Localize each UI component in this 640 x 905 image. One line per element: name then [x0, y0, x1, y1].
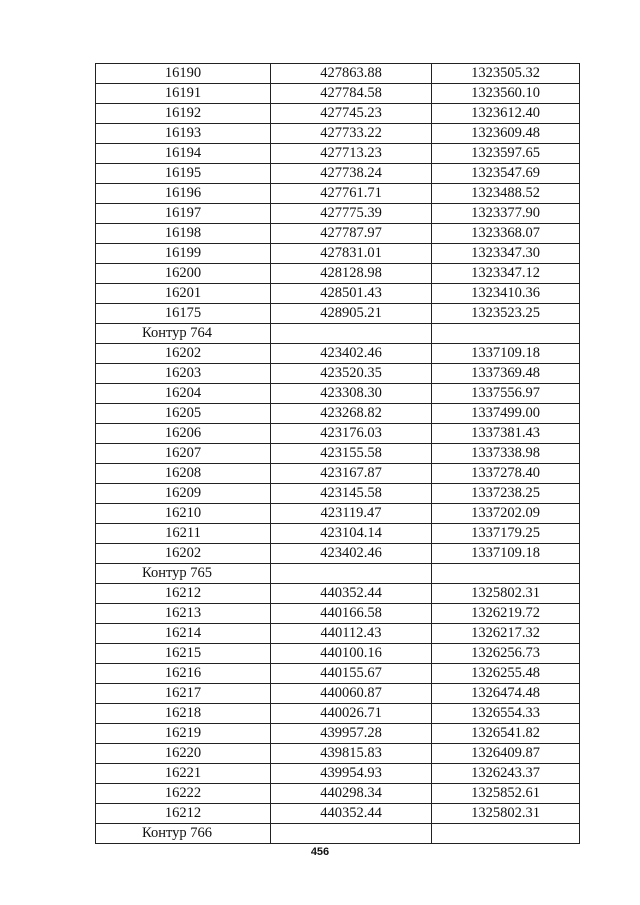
point-id-cell: 16219 — [96, 724, 271, 744]
table-row — [96, 304, 580, 324]
point-id-cell: 16213 — [96, 604, 271, 624]
y-coordinate-cell: 1323377.90 — [432, 204, 580, 224]
y-coordinate-cell: 1326255.48 — [432, 664, 580, 684]
table-row — [96, 724, 580, 744]
point-id-cell: 16193 — [96, 124, 271, 144]
y-coordinate-cell: 1323547.69 — [432, 164, 580, 184]
y-coordinate-cell: 1337369.48 — [432, 364, 580, 384]
x-coordinate-cell: 423104.14 — [271, 524, 432, 544]
x-coordinate-cell: 439815.83 — [271, 744, 432, 764]
x-coordinate-cell: 439954.93 — [271, 764, 432, 784]
point-id-cell: 16216 — [96, 664, 271, 684]
point-id-cell: 16208 — [96, 464, 271, 484]
x-coordinate-cell: 439957.28 — [271, 724, 432, 744]
table-row — [96, 604, 580, 624]
table-row — [96, 164, 580, 184]
point-id-cell: 16203 — [96, 364, 271, 384]
x-coordinate-cell: 427745.23 — [271, 104, 432, 124]
y-coordinate-cell: 1337381.43 — [432, 424, 580, 444]
x-coordinate-cell: 427787.97 — [271, 224, 432, 244]
y-coordinate-cell: 1323505.32 — [432, 64, 580, 84]
point-id-cell: 16214 — [96, 624, 271, 644]
point-id-cell: 16218 — [96, 704, 271, 724]
contour-header-row — [96, 564, 580, 584]
y-coordinate-cell: 1323347.30 — [432, 244, 580, 264]
x-coordinate-cell: 423155.58 — [271, 444, 432, 464]
y-coordinate-cell: 1323609.48 — [432, 124, 580, 144]
y-coordinate-cell: 1337109.18 — [432, 544, 580, 564]
table-row — [96, 664, 580, 684]
y-coordinate-cell: 1337238.25 — [432, 484, 580, 504]
table-row — [96, 264, 580, 284]
point-id-cell: 16206 — [96, 424, 271, 444]
point-id-cell: 16212 — [96, 804, 271, 824]
empty-cell — [271, 564, 432, 584]
x-coordinate-cell: 423308.30 — [271, 384, 432, 404]
empty-cell — [432, 324, 580, 344]
y-coordinate-cell: 1326219.72 — [432, 604, 580, 624]
table-row — [96, 144, 580, 164]
table-row — [96, 624, 580, 644]
point-id-cell: 16175 — [96, 304, 271, 324]
point-id-cell: 16192 — [96, 104, 271, 124]
page-number: 456 — [310, 846, 330, 858]
coordinates-table — [95, 63, 580, 844]
point-id-cell: 16211 — [96, 524, 271, 544]
y-coordinate-cell: 1325802.31 — [432, 804, 580, 824]
y-coordinate-cell: 1326554.33 — [432, 704, 580, 724]
point-id-cell: 16207 — [96, 444, 271, 464]
coordinates-table-container — [95, 63, 578, 844]
table-row — [96, 484, 580, 504]
coordinates-table-body — [96, 64, 580, 844]
x-coordinate-cell: 423402.46 — [271, 544, 432, 564]
y-coordinate-cell: 1323523.25 — [432, 304, 580, 324]
y-coordinate-cell: 1337278.40 — [432, 464, 580, 484]
table-row — [96, 744, 580, 764]
point-id-cell: 16202 — [96, 544, 271, 564]
table-row — [96, 684, 580, 704]
y-coordinate-cell: 1337338.98 — [432, 444, 580, 464]
y-coordinate-cell: 1326474.48 — [432, 684, 580, 704]
point-id-cell: 16198 — [96, 224, 271, 244]
point-id-cell: 16215 — [96, 644, 271, 664]
y-coordinate-cell: 1326256.73 — [432, 644, 580, 664]
y-coordinate-cell: 1326541.82 — [432, 724, 580, 744]
point-id-cell: 16194 — [96, 144, 271, 164]
x-coordinate-cell: 440298.34 — [271, 784, 432, 804]
point-id-cell: 16221 — [96, 764, 271, 784]
point-id-cell: 16190 — [96, 64, 271, 84]
x-coordinate-cell: 427863.88 — [271, 64, 432, 84]
table-row — [96, 524, 580, 544]
y-coordinate-cell: 1323410.36 — [432, 284, 580, 304]
x-coordinate-cell: 428128.98 — [271, 264, 432, 284]
x-coordinate-cell: 440352.44 — [271, 584, 432, 604]
table-row — [96, 284, 580, 304]
x-coordinate-cell: 423119.47 — [271, 504, 432, 524]
x-coordinate-cell: 427831.01 — [271, 244, 432, 264]
x-coordinate-cell: 440100.16 — [271, 644, 432, 664]
point-id-cell: 16191 — [96, 84, 271, 104]
y-coordinate-cell: 1323597.65 — [432, 144, 580, 164]
point-id-cell: 16204 — [96, 384, 271, 404]
empty-cell — [271, 824, 432, 844]
y-coordinate-cell: 1326243.37 — [432, 764, 580, 784]
x-coordinate-cell: 423520.35 — [271, 364, 432, 384]
table-row — [96, 104, 580, 124]
contour-label: Контур 765 — [96, 564, 271, 584]
x-coordinate-cell: 423176.03 — [271, 424, 432, 444]
y-coordinate-cell: 1337556.97 — [432, 384, 580, 404]
x-coordinate-cell: 428905.21 — [271, 304, 432, 324]
table-row — [96, 224, 580, 244]
y-coordinate-cell: 1323560.10 — [432, 84, 580, 104]
y-coordinate-cell: 1337109.18 — [432, 344, 580, 364]
y-coordinate-cell: 1325852.61 — [432, 784, 580, 804]
contour-label: Контур 766 — [96, 824, 271, 844]
empty-cell — [432, 564, 580, 584]
y-coordinate-cell: 1337179.25 — [432, 524, 580, 544]
y-coordinate-cell: 1323368.07 — [432, 224, 580, 244]
table-row — [96, 644, 580, 664]
table-row — [96, 424, 580, 444]
table-row — [96, 704, 580, 724]
y-coordinate-cell: 1337499.00 — [432, 404, 580, 424]
table-row — [96, 124, 580, 144]
contour-header-row — [96, 824, 580, 844]
table-row — [96, 544, 580, 564]
x-coordinate-cell: 440026.71 — [271, 704, 432, 724]
table-row — [96, 344, 580, 364]
point-id-cell: 16202 — [96, 344, 271, 364]
x-coordinate-cell: 440352.44 — [271, 804, 432, 824]
point-id-cell: 16201 — [96, 284, 271, 304]
x-coordinate-cell: 440060.87 — [271, 684, 432, 704]
contour-label: Контур 764 — [96, 324, 271, 344]
x-coordinate-cell: 440166.58 — [271, 604, 432, 624]
table-row — [96, 384, 580, 404]
point-id-cell: 16200 — [96, 264, 271, 284]
contour-header-row — [96, 324, 580, 344]
y-coordinate-cell: 1323347.12 — [432, 264, 580, 284]
x-coordinate-cell: 423167.87 — [271, 464, 432, 484]
x-coordinate-cell: 427713.23 — [271, 144, 432, 164]
table-row — [96, 804, 580, 824]
table-row — [96, 584, 580, 604]
point-id-cell: 16212 — [96, 584, 271, 604]
table-row — [96, 364, 580, 384]
y-coordinate-cell: 1326409.87 — [432, 744, 580, 764]
y-coordinate-cell: 1323488.52 — [432, 184, 580, 204]
point-id-cell: 16220 — [96, 744, 271, 764]
x-coordinate-cell: 428501.43 — [271, 284, 432, 304]
table-row — [96, 464, 580, 484]
x-coordinate-cell: 440112.43 — [271, 624, 432, 644]
x-coordinate-cell: 427738.24 — [271, 164, 432, 184]
point-id-cell: 16217 — [96, 684, 271, 704]
point-id-cell: 16222 — [96, 784, 271, 804]
y-coordinate-cell: 1337202.09 — [432, 504, 580, 524]
point-id-cell: 16196 — [96, 184, 271, 204]
table-row — [96, 784, 580, 804]
point-id-cell: 16209 — [96, 484, 271, 504]
point-id-cell: 16197 — [96, 204, 271, 224]
table-row — [96, 444, 580, 464]
y-coordinate-cell: 1323612.40 — [432, 104, 580, 124]
x-coordinate-cell: 440155.67 — [271, 664, 432, 684]
x-coordinate-cell: 423402.46 — [271, 344, 432, 364]
y-coordinate-cell: 1325802.31 — [432, 584, 580, 604]
table-row — [96, 404, 580, 424]
table-row — [96, 204, 580, 224]
x-coordinate-cell: 427733.22 — [271, 124, 432, 144]
y-coordinate-cell: 1326217.32 — [432, 624, 580, 644]
x-coordinate-cell: 427775.39 — [271, 204, 432, 224]
point-id-cell: 16199 — [96, 244, 271, 264]
table-row — [96, 84, 580, 104]
x-coordinate-cell: 427784.58 — [271, 84, 432, 104]
empty-cell — [432, 824, 580, 844]
point-id-cell: 16195 — [96, 164, 271, 184]
point-id-cell: 16210 — [96, 504, 271, 524]
empty-cell — [271, 324, 432, 344]
x-coordinate-cell: 423268.82 — [271, 404, 432, 424]
table-row — [96, 764, 580, 784]
table-row — [96, 184, 580, 204]
point-id-cell: 16205 — [96, 404, 271, 424]
x-coordinate-cell: 423145.58 — [271, 484, 432, 504]
x-coordinate-cell: 427761.71 — [271, 184, 432, 204]
table-row — [96, 504, 580, 524]
table-row — [96, 64, 580, 84]
table-row — [96, 244, 580, 264]
